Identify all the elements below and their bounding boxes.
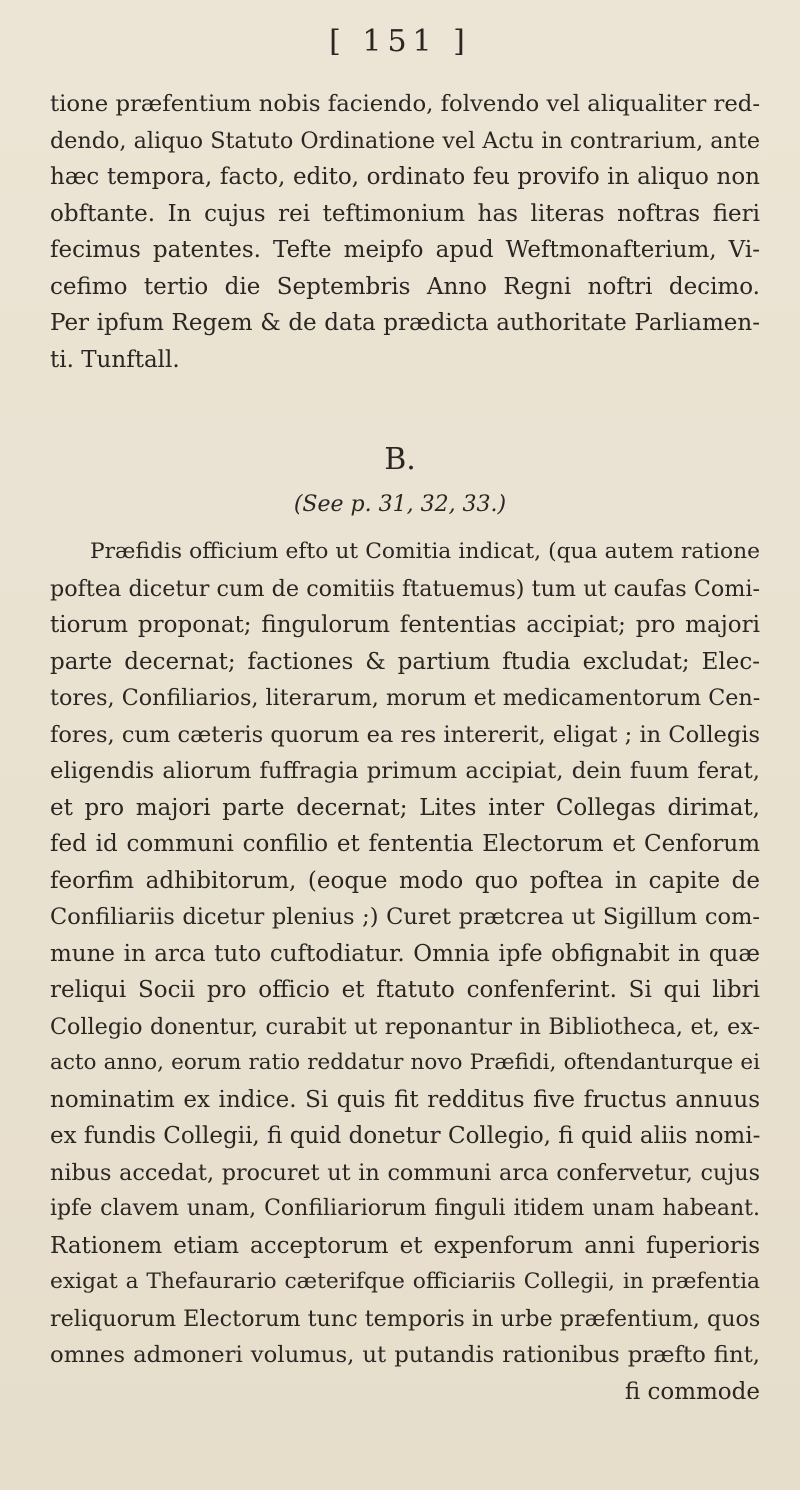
text-line: Confiliariis dicetur plenius ;) Curet prætcrea ut Sigillum com-: [50, 904, 760, 930]
text-line: feorfim adhibitorum, (eoque modo quo poftea in capite de: [50, 867, 760, 894]
section-letter: B.: [384, 442, 416, 477]
text-line: ti. Tunftall.: [50, 346, 180, 373]
intro-paragraph: [50, 86, 760, 378]
text-line: Collegio donentur, curabit ut reponantur in Bibliotheca, et, ex-: [50, 1013, 760, 1040]
text-line: eligendis aliorum fuffragia primum accipiat, dein fuum ferat,: [50, 758, 760, 784]
text-line: reliqui Socii pro officio et ftatuto confenferint. Si qui libri: [50, 977, 760, 1003]
text-line: obftante. In cujus rei teftimonium has literas noftras fieri: [50, 200, 760, 227]
text-line: acto anno, eorum ratio reddatur novo Præfidi, oftendanturque ei: [50, 1050, 760, 1075]
text-line: Præfidis officium efto ut Comitia indicat, (qua autem ratione: [90, 539, 760, 564]
text-line: mune in arca tuto cuftodiatur. Omnia ipfe obfignabit in quæ: [50, 940, 760, 967]
text-line: exigat a Thefaurario cæterifque officiariis Collegii, in præfentia: [50, 1269, 760, 1294]
text-line: Per ipfum Regem & de data prædicta authoritate Parliamen-: [50, 310, 760, 336]
body-paragraph: [50, 534, 760, 1410]
text-line: ipfe clavem unam, Confiliariorum finguli itidem unam habeant.: [50, 1196, 760, 1221]
page-header: [ 151 ]: [329, 24, 471, 59]
text-line: omnes admoneri volumus, ut putandis rationibus præfto fint,: [50, 1342, 760, 1368]
text-line: Rationem etiam acceptorum et expenforum anni fuperioris: [50, 1232, 760, 1259]
text-line: dendo, aliquo Statuto Ordinatione vel Actu in contrarium, ante: [50, 127, 760, 154]
text-line: nominatim ex indice. Si quis fit redditus five fructus annuus: [50, 1086, 760, 1113]
cross-reference: (See p. 31, 32, 33.): [293, 492, 507, 517]
text-line: fores, cum cæteris quorum ea res intererit, eligat ; in Collegis: [50, 721, 760, 748]
text-line: hæc tempora, facto, edito, ordinato feu provifo in aliquo non: [50, 164, 760, 190]
text-line: tione præfentium nobis faciendo, folvendo vel aliqualiter red-: [50, 91, 761, 117]
text-line: nibus accedat, procuret ut in communi arca confervetur, cujus: [50, 1159, 760, 1186]
text-line: fecimus patentes. Tefte meipfo apud Weftmonafterium, Vi-: [50, 237, 760, 263]
text-line: reliquorum Electorum tunc temporis in urbe præfentium, quos: [50, 1305, 761, 1332]
text-line: fed id communi confilio et fententia Electorum et Cenforum: [50, 831, 760, 857]
text-line: ex fundis Collegii, fi quid donetur Collegio, fi quid aliis nomi-: [50, 1123, 761, 1149]
text-line: tores, Confiliarios, literarum, morum et medicamentorum Cen-: [50, 685, 761, 711]
text-line: tiorum proponat; fingulorum fententias accipiat; pro majori: [50, 612, 760, 638]
catchword: fi commode: [624, 1378, 760, 1405]
text-line: et pro majori parte decernat; Lites inter Collegas dirimat,: [50, 794, 760, 821]
text-line: poftea dicetur cum de comitiis ftatuemus) tum ut caufas Comi-: [50, 575, 760, 602]
text-line: parte decernat; factiones & partium ftudia excludat; Elec-: [50, 648, 760, 675]
text-line: cefimo tertio die Septembris Anno Regni noftri decimo.: [50, 273, 760, 300]
